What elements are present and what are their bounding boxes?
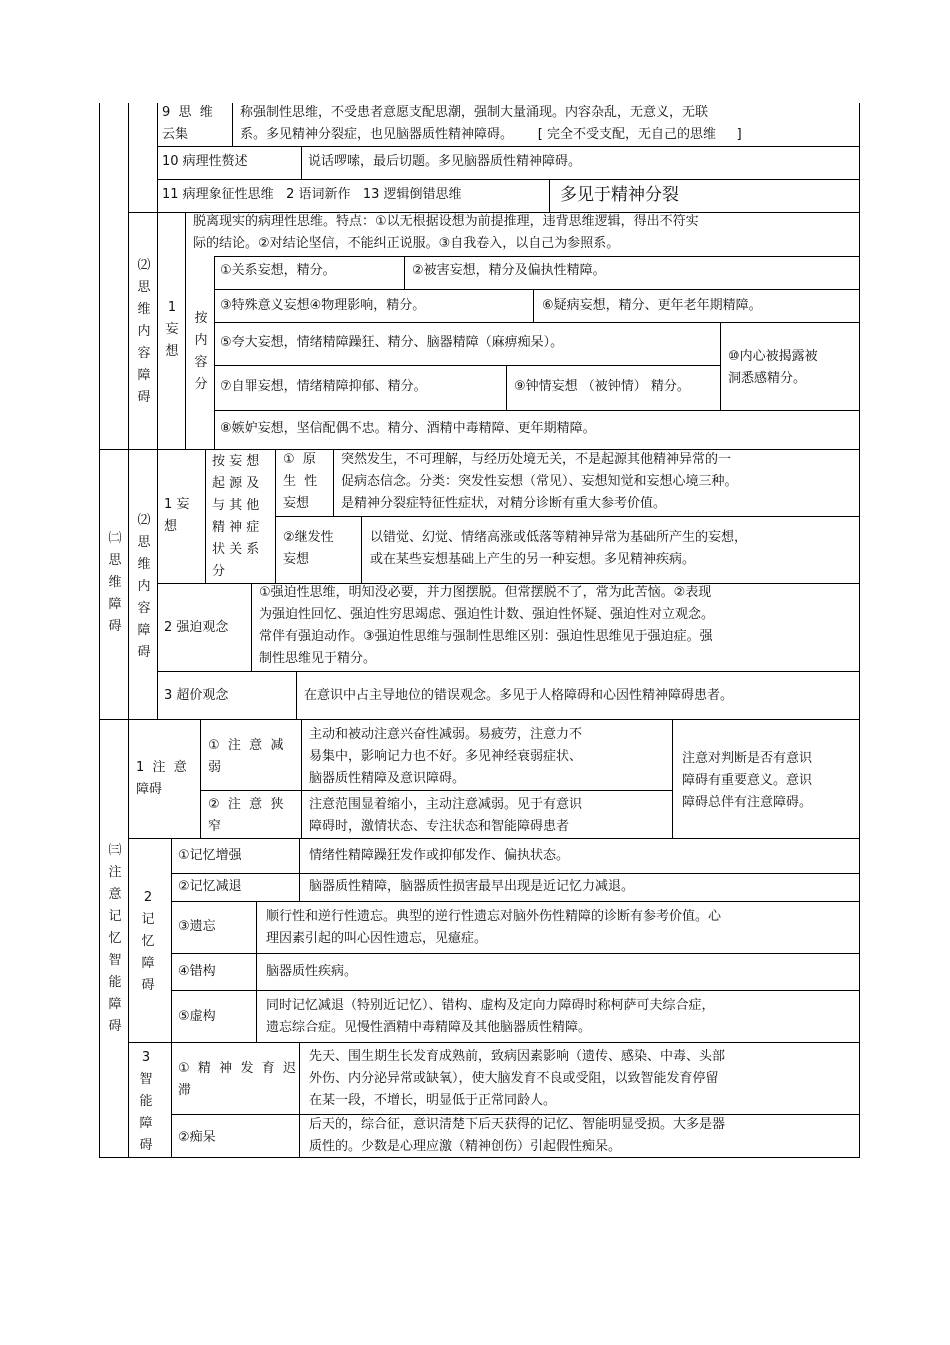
divider	[157, 179, 859, 180]
by-content-label: 按 内 容 分	[194, 311, 208, 392]
divider	[232, 103, 233, 146]
divider	[157, 213, 158, 449]
hypomnesia-desc: 脑器质性精障，脑器质性损害最早出现是近记忆力减退。	[309, 879, 635, 894]
persecutory-delusion: ②被害妄想，精分及偏执性精障。	[412, 263, 606, 278]
divider	[214, 256, 859, 257]
divider	[157, 146, 859, 147]
attention-note: 注意对判断是否有意识 障碍有重要意义。意识 障碍总伴有注意障碍。	[682, 751, 813, 810]
divider	[200, 790, 672, 791]
paramnesia-desc: 脑器质性疾病。	[266, 964, 358, 979]
divider	[506, 365, 507, 411]
overvalued-idea-label: 3 超价观念	[164, 688, 229, 703]
jealousy-delusion: ⑧嫉妒妄想，坚信配偶不忠。精分、酒精中毒精障、更年期精障。	[220, 421, 596, 436]
confabulation-label: ⑤虚构	[178, 1009, 216, 1024]
divider	[299, 838, 300, 901]
divider	[128, 838, 859, 839]
attention-narrowing-label: ② 注 意 狭 窄	[208, 797, 284, 834]
divider	[171, 901, 859, 902]
divider	[214, 322, 859, 323]
divider	[361, 516, 362, 583]
hypermnesia-desc: 情绪性精障躁狂发作或抑郁发作、偏执状态。	[309, 848, 570, 863]
divider	[672, 719, 673, 838]
thought-broadcast: ⑩内心被揭露被 洞悉感精分。	[728, 349, 818, 386]
divider	[296, 671, 297, 719]
secondary-delusion-desc: 以错觉、幻觉、情绪高涨或低落等精神异常为基础所产生的妄想， 或在某些妄想基础上产生的另一种妄想。多见精神疾病。	[370, 530, 748, 567]
divider	[214, 365, 720, 366]
memory-disorder-label: 2 记 忆 障 碍	[141, 890, 155, 993]
thought-crowding-desc: 称强制性思维，不受患者意愿支配思潮，强制大量涌现。内容杂乱，无意义，无联 系。多见精神分裂症，也见脑器质性精神障碍。 [ 完全不受支配，无自己的思维 ]	[240, 105, 742, 142]
by-origin-label: 按 妄 想 起 源 及 与 其 他 精 神 症 状 关 系 分	[212, 454, 260, 579]
divider	[171, 990, 859, 991]
divider	[157, 103, 158, 213]
divider	[171, 838, 172, 1158]
attention-memory-intelligence-label: ㈢ 注 意 记 忆 智 能 障 碍	[108, 843, 122, 1034]
divider	[185, 213, 186, 449]
primary-delusion-desc: 突然发生，不可理解，与经历处境无关，不是起源其他精神异常的一 促病态信念。分类：突发性妄想（常见）、妄想知觉和妄想心境三种。 是精神分裂症特征性症状，对精分诊断有重大参考价值。	[341, 452, 738, 511]
divider	[720, 322, 721, 411]
attention-weakening-label: ① 注 意 减 弱	[208, 738, 284, 775]
secondary-delusion-label: ②继发性 妄想	[283, 530, 334, 567]
primary-delusion-label: ① 原 生 性 妄想	[283, 452, 318, 511]
hypermnesia-label: ①记忆增强	[178, 848, 242, 863]
divider	[299, 1042, 300, 1158]
delusion-label-2: 1 妄 想	[164, 497, 190, 534]
table-left-border	[99, 103, 100, 1158]
confabulation-desc: 同时记忆减退（特别近记忆）、错构、虚构及定向力障碍时称柯萨可夫综合症， 遗忘综合症。见慢性酒精中毒精障及其他脑器质性精障。	[266, 998, 715, 1035]
divider	[214, 410, 859, 411]
overvalued-idea-desc: 在意识中占主导地位的错误观念。多见于人格障碍和心因性精神障碍患者。	[304, 688, 734, 703]
divider	[251, 583, 252, 671]
amnesia-label: ③遗忘	[178, 919, 216, 934]
dementia-desc: 后天的，综合征，意识清楚下后天获得的记忆、智能明显受损。大多是器 质性的。少数是心理应激（精神创伤）引起假性痴呆。	[309, 1117, 726, 1154]
divider	[275, 516, 859, 517]
grandiose-delusion: ⑤夸大妄想，情绪精障躁狂、精分、脑器精障（麻痹痴呆）。	[220, 335, 564, 350]
divider	[256, 901, 257, 1042]
obsession-desc: ①强迫性思维，明知没必要，并力图摆脱。但常摆脱不了，常为此苦恼。②表现 为强迫性回忆、强迫性穷思竭虑、强迫性计数、强迫性怀疑、强迫性对立观念。 常伴有强迫动作。③强迫性思维与强制性思维区别：强迫性思维见于强迫症。强 制性思维见于精分。	[259, 585, 715, 666]
divider	[333, 449, 334, 516]
delusion-label: 1 妄 想	[165, 300, 179, 359]
divider	[301, 719, 302, 838]
circumstantiality-desc: 说话啰嗦，最后切题。多见脑器质性精神障碍。	[308, 154, 582, 169]
obsession-label: 2 强迫观念	[164, 620, 229, 635]
dementia-label: ②痴呆	[178, 1130, 216, 1145]
thought-content-label-2: ⑵ 思 维 内 容 障 碍	[137, 513, 151, 660]
divider	[214, 289, 859, 290]
divider	[171, 873, 859, 874]
circumstantiality-label: 10 病理性赘述	[162, 154, 248, 169]
hypomnesia-label: ②记忆减退	[178, 879, 242, 894]
delusion-definition: 脱离现实的病理性思维。特点：①以无根据设想为前提推理，违背思维逻辑，得出不符实 际的结论。②对结论坚信，不能纠正说服。③自我卷入，以自己为参照系。	[193, 214, 699, 251]
mental-retardation-label: ① 精 神 发 育 迟 滞	[178, 1061, 296, 1098]
intelligence-disorder-label: 3 智 能 障 碍	[139, 1050, 153, 1153]
amnesia-desc: 顺行性和逆行性遗忘。典型的逆行性遗忘对脑外伤性精障的诊断有参考价值。心 理因素引起的叫心因性遗忘，见癔症。	[266, 909, 722, 946]
divider	[157, 671, 859, 672]
divider	[214, 256, 215, 449]
thought-content-label: ⑵ 思 维 内 容 障 碍	[137, 258, 151, 405]
divider	[549, 179, 550, 212]
schizophrenia-note: 多见于精神分裂	[560, 185, 679, 205]
thought-crowding-label: 9 思 维 云集	[162, 105, 213, 142]
divider	[200, 719, 201, 838]
reference-delusion: ①关系妄想，精分。	[220, 263, 336, 278]
paramnesia-label: ④错构	[178, 964, 216, 979]
attention-weakening-desc: 主动和被动注意兴奋性减弱。易疲劳，注意力不 易集中，影响记力也不好。多见神经衰弱症状、 脑器质性精障及意识障碍。	[309, 727, 583, 786]
divider	[533, 289, 534, 322]
erotomanic-delusion: ⑨钟情妄想 （被钟情） 精分。	[514, 379, 690, 394]
divider	[128, 1042, 859, 1043]
attention-narrowing-desc: 注意范围显着缩小，主动注意减弱。见于有意识 障碍时，激情状态、专注状态和智能障碍患者	[309, 797, 583, 834]
divider	[404, 256, 405, 289]
special-meaning-delusion: ③特殊意义妄想④物理影响，精分。	[220, 298, 426, 313]
divider	[128, 719, 129, 1158]
divider	[301, 146, 302, 179]
table-right-border	[859, 103, 860, 1158]
divider	[157, 449, 158, 719]
divider	[128, 103, 129, 449]
mental-retardation-desc: 先天、围生期生长发育成熟前，致病因素影响（遗传、感染、中毒、头部 外伤、内分泌异常或缺氧），使大脑发育不良或受阻，以致智能发育停留 在某一段，不增长，明显低于正常同龄人。	[309, 1049, 726, 1108]
guilt-delusion: ⑦自罪妄想，情绪精障抑郁、精分。	[220, 379, 427, 394]
symbolic-thinking-label: 11 病理象征性思维 2 语词新作 13 逻辑倒错思维	[162, 187, 462, 202]
divider	[128, 449, 129, 719]
divider	[171, 953, 859, 954]
thought-disorder-label: ㈡ 思 维 障 碍	[108, 531, 122, 634]
divider	[205, 449, 206, 583]
divider	[99, 719, 859, 720]
hypochondriac-delusion: ⑥疑病妄想，精分、更年老年期精障。	[542, 298, 762, 313]
attention-disorder-label: 1 注 意 障碍	[136, 760, 187, 797]
